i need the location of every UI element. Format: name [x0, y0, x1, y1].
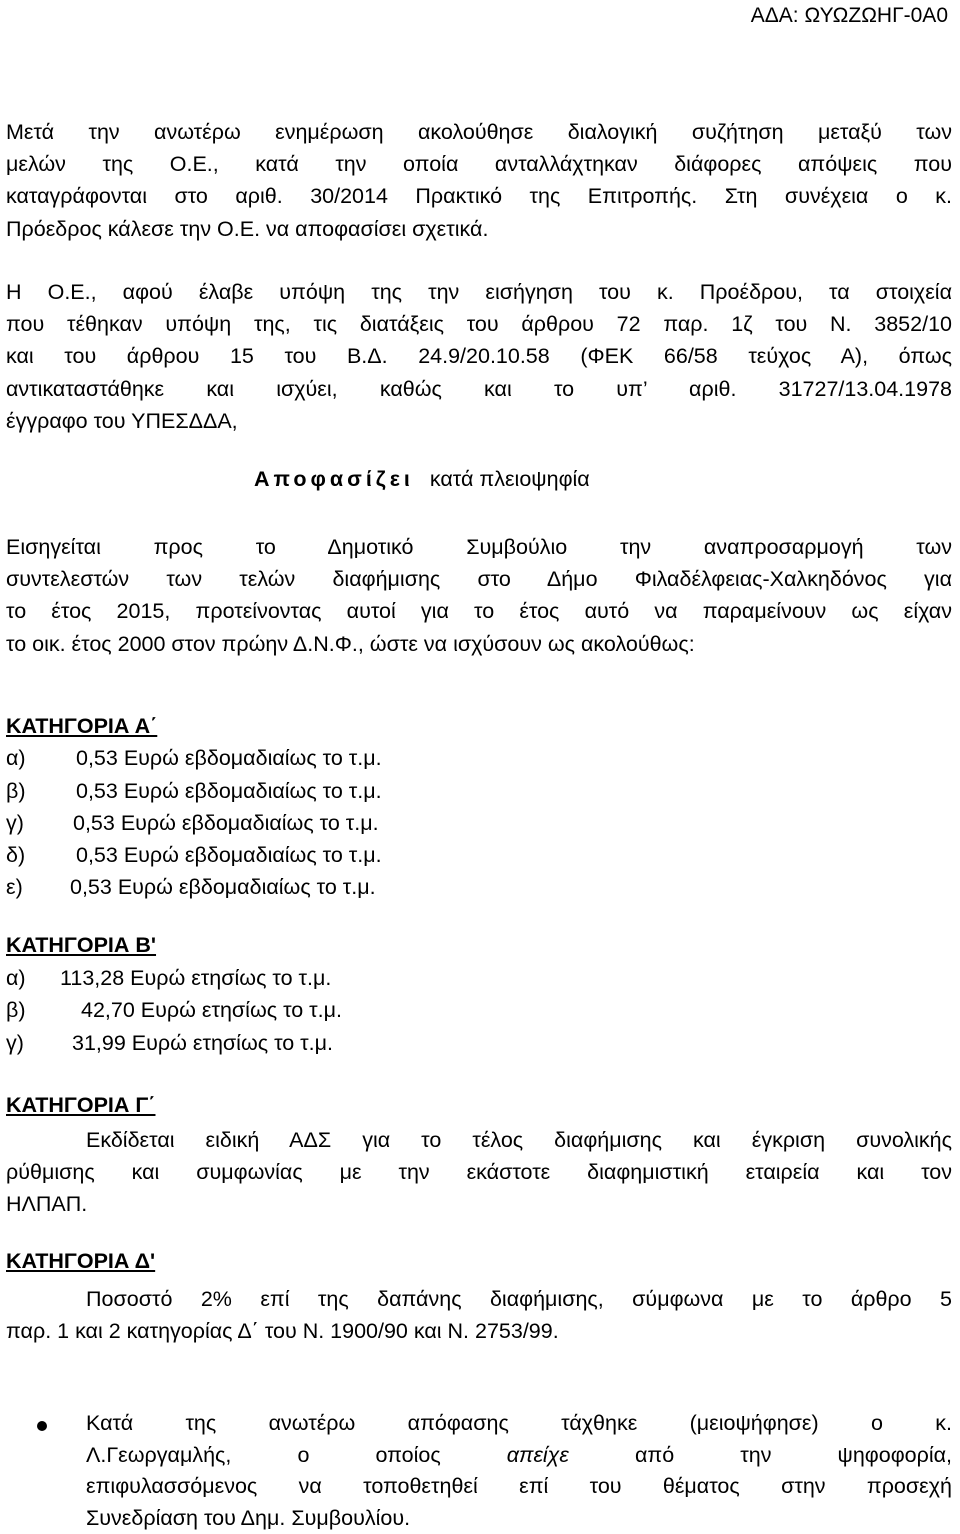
paragraph-line: συντελεστών των τελών διαφήμισης στο Δήμο Φιλαδέλφειας-Χαλκηδόνος για — [6, 567, 952, 592]
text-segment: Λ.Γεωργαμλής, ο οποίος — [86, 1442, 441, 1467]
item-label: α) — [6, 746, 26, 770]
item-text: 0,53 Ευρώ εβδομαδιαίως το τ.μ. — [76, 746, 382, 770]
item-text: 0,53 Ευρώ εβδομαδιαίως το τ.μ. — [73, 811, 379, 835]
paragraph-line: Συνεδρίαση του Δημ. Συμβουλίου. — [86, 1505, 411, 1530]
paragraph-line: και του άρθρου 15 του Β.Δ. 24.9/20.10.58 (ΦΕΚ 66/58 τεύχος Α), όπως — [6, 344, 952, 369]
decision-word: Αποφασίζει — [254, 467, 414, 491]
paragraph-line: Ποσοστό 2% επί της δαπάνης διαφήμισης, σύμφωνα με το άρθρο 5 — [86, 1287, 952, 1311]
item-label: β) — [6, 779, 26, 803]
decision-line — [254, 467, 590, 492]
paragraph-proposal — [6, 531, 952, 660]
category-b-item — [6, 1031, 333, 1056]
paragraph-line: αντικαταστάθηκε και ισχύει, καθώς και το υπ’ αριθ. 31727/13.04.1978 — [6, 376, 952, 401]
category-b-item — [6, 998, 342, 1023]
paragraph-line: καταγράφονται στο αριθ. 30/2014 Πρακτικό της Επιτροπής. Στη συνέχεια ο κ. — [6, 184, 952, 209]
item-label: ε) — [6, 875, 23, 899]
item-text: 31,99 Ευρώ ετησίως το τ.μ. — [72, 1031, 334, 1055]
paragraph-line — [86, 1440, 952, 1472]
item-text: 113,28 Ευρώ ετησίως το τ.μ. — [60, 966, 332, 990]
category-a-item — [6, 843, 382, 868]
paragraph-line: Εκδίδεται ειδική ΑΔΣ για το τέλος διαφήμισης και έγκριση συνολικής — [86, 1128, 952, 1152]
category-g-text — [6, 1124, 952, 1221]
paragraph-line: Πρόεδρος κάλεσε την Ο.Ε. να αποφασίσει σχετικά. — [6, 216, 489, 241]
item-text: 0,53 Ευρώ εβδομαδιαίως το τ.μ. — [76, 779, 382, 803]
category-a-item — [6, 811, 379, 836]
paragraph-discussion — [6, 116, 952, 245]
item-label: δ) — [6, 843, 26, 867]
paragraph-line: ρύθμισης και συμφωνίας με την εκάστοτε διαφημιστική εταιρεία και τον — [6, 1160, 952, 1185]
item-text: 0,53 Ευρώ εβδομαδιαίως το τ.μ. — [70, 875, 376, 899]
category-b-item — [6, 966, 331, 991]
paragraph-line: Η Ο.Ε., αφού έλαβε υπόψη της την εισήγηση του κ. Προέδρου, τα στοιχεία — [6, 280, 952, 304]
category-a-item — [6, 779, 382, 804]
item-label: γ) — [6, 1031, 24, 1055]
paragraph-line: ΗΛΠΑΠ. — [6, 1192, 88, 1217]
item-label: γ) — [6, 811, 24, 835]
paragraph-considerations — [6, 276, 952, 437]
paragraph-line: μελών της Ο.Ε., κατά την οποία ανταλλάχτηκαν διάφορες απόψεις που — [6, 152, 952, 177]
bullet-dot-icon — [37, 1421, 47, 1431]
paragraph-line: επιφυλασσόμενος να τοποθετηθεί επί του θέματος στην προσεχή — [86, 1474, 952, 1498]
decision-majority: κατά πλειοψηφία — [429, 467, 590, 491]
bullet-text — [86, 1408, 952, 1534]
emphasis-text: απείχε — [506, 1442, 569, 1467]
paragraph-line: το οικ. έτος 2000 στον πρώην Δ.Ν.Φ., ώστε να ισχύσουν ως ακολούθως: — [6, 631, 695, 656]
ada-code: ΑΔΑ: ΩΥΩΖΩΗΓ-0Α0 — [750, 4, 948, 27]
item-text: 42,70 Ευρώ ετησίως το τ.μ. — [81, 998, 343, 1022]
paragraph-line: το έτος 2015, προτείνοντας αυτοί για το έτος αυτό να παραμείνουν ως είχαν — [6, 599, 952, 624]
item-label: β) — [6, 998, 26, 1022]
category-a-heading: ΚΑΤΗΓΟΡΙΑ Α΄ — [6, 714, 158, 738]
paragraph-line: Κατά της ανωτέρω απόφασης τάχθηκε (μειοψήφησε) ο κ. — [86, 1411, 952, 1435]
paragraph-line: έγγραφο του ΥΠΕΣΔΔΑ, — [6, 408, 238, 433]
category-b-heading: ΚΑΤΗΓΟΡΙΑ Β' — [6, 933, 157, 957]
category-g-heading: ΚΑΤΗΓΟΡΙΑ Γ΄ — [6, 1093, 156, 1117]
category-d-heading: ΚΑΤΗΓΟΡΙΑ Δ' — [6, 1249, 156, 1273]
item-label: α) — [6, 966, 26, 990]
category-a-item — [6, 746, 382, 771]
paragraph-line: Μετά την ανωτέρω ενημέρωση ακολούθησε διαλογική συζήτηση μεταξύ των — [6, 120, 952, 144]
paragraph-line: παρ. 1 και 2 κατηγορίας Δ΄ του Ν. 1900/90 και Ν. 2753/99. — [6, 1319, 559, 1344]
category-a-item — [6, 875, 376, 900]
category-d-text — [6, 1283, 952, 1347]
paragraph-line: που τέθηκαν υπόψη της, τις διατάξεις του άρθρου 72 παρ. 1ζ του Ν. 3852/10 — [6, 312, 952, 337]
text-segment: από την ψηφοφορία, — [634, 1442, 952, 1467]
paragraph-line: Εισηγείται προς το Δημοτικό Συμβούλιο την αναπροσαρμογή των — [6, 535, 952, 559]
item-text: 0,53 Ευρώ εβδομαδιαίως το τ.μ. — [76, 843, 382, 867]
